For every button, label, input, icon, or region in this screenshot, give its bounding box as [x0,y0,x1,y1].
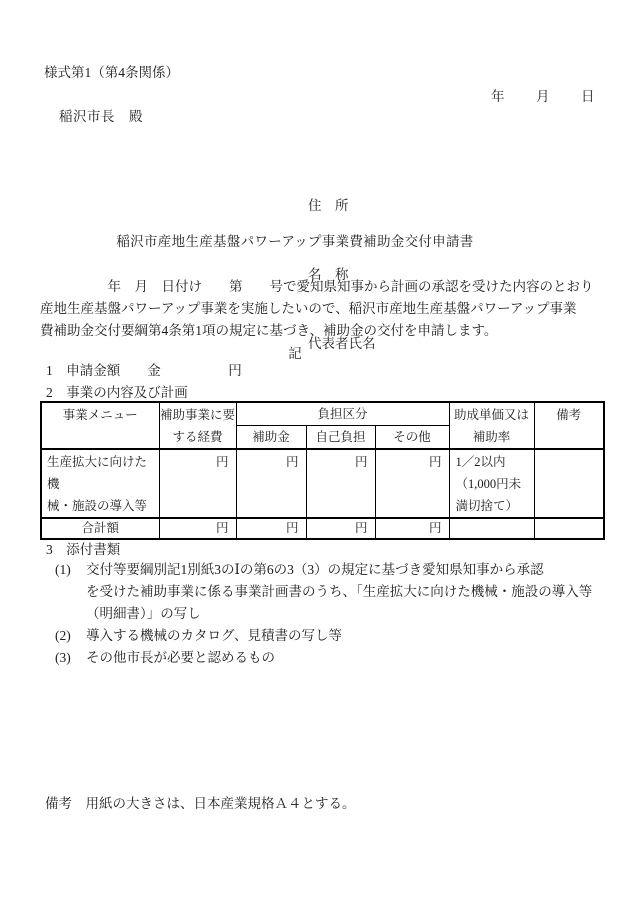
document-title: 稲沢市産地生産基盤パワーアップ事業費補助金交付申請書 [116,234,474,249]
cell-expense-yen: 円 [159,449,236,518]
attachment-item [55,647,600,669]
cell-total-expense-yen: 円 [159,518,236,539]
cell-menu-production-expansion: 生産拡大に向けた機 械・施設の導入等 [41,449,159,518]
date-line: 年 月 日 [491,89,596,104]
attachment-item-number: (2) [55,628,71,643]
section-2-heading: 2 事業の内容及び計画 [46,385,188,400]
paper-size-remark: 備考 用紙の大きさは、日本産業規格Ａ４とする。 [45,796,356,811]
attachment-item [55,559,600,625]
applicant-address-label: 住 所 [308,198,349,213]
col-header-burden-category: 負担区分 [236,402,449,426]
col-header-business-menu: 事業メニュー [41,402,159,449]
note-marker: 記 [288,346,302,361]
business-plan-table [40,401,605,540]
cell-self-burden-yen: 円 [306,449,375,518]
addressee: 稲沢市長 殿 [59,109,143,124]
cell-total-unit-rate [449,518,534,539]
col-header-unit-or-rate: 助成単価又は 補助率 [449,402,534,449]
col-header-other: その他 [375,426,449,450]
cell-remarks [534,449,604,518]
applicant-block [308,148,376,401]
applicant-representative-label: 代表者氏名 [308,336,376,351]
section-1-application-amount: 1 申請金額 金 円 [46,363,242,378]
col-header-remarks: 備考 [534,402,604,449]
body-paragraph: 年 月 日付け 第 号で愛知県知事から計画の承認を受けた内容のとおり 産地生産基盤パワーアップ事業を実施したいので、稲沢市産地生産基盤パワーアップ事業 費補助金交付要綱第4条第1項の規定に基づき、補助金の交付を申請します。 [40,279,594,338]
attachment-item-text: 導入する機械のカタログ、見積書の写し等 [86,628,342,643]
attachment-item-number: (3) [55,650,71,665]
col-header-subsidy: 補助金 [236,426,306,450]
form-number: 様式第1（第4条関係） [44,65,179,80]
cell-total-self-burden-yen: 円 [306,518,375,539]
col-header-self-burden: 自己負担 [306,426,375,450]
cell-total-subsidy-yen: 円 [236,518,306,539]
attachment-list [55,559,600,669]
attachment-item-number: (1) [55,562,71,577]
applicant-name-label: 名 称 [308,267,349,282]
col-header-required-expense: 補助事業に要 する経費 [159,402,236,449]
cell-total-label: 合計額 [41,518,159,539]
attachment-item-text: その他市長が必要と認めるもの [86,650,275,665]
attachment-item-text: 交付等要綱別記1別紙3のⅠの第6の3（3）の規定に基づき愛知県知事から承認 を受けた補助事業に係る事業計画書のうち、「生産拡大に向けた機械・施設の導入等 （明細書）」の写し [86,562,593,621]
section-3-heading: 3 添付書類 [46,542,121,557]
cell-unit-rate: 1／2以内 （1,000円未 満切捨て） [449,449,534,518]
cell-subsidy-yen: 円 [236,449,306,518]
attachment-item [55,625,600,647]
cell-other-yen: 円 [375,449,449,518]
cell-total-remarks [534,518,604,539]
cell-total-other-yen: 円 [375,518,449,539]
